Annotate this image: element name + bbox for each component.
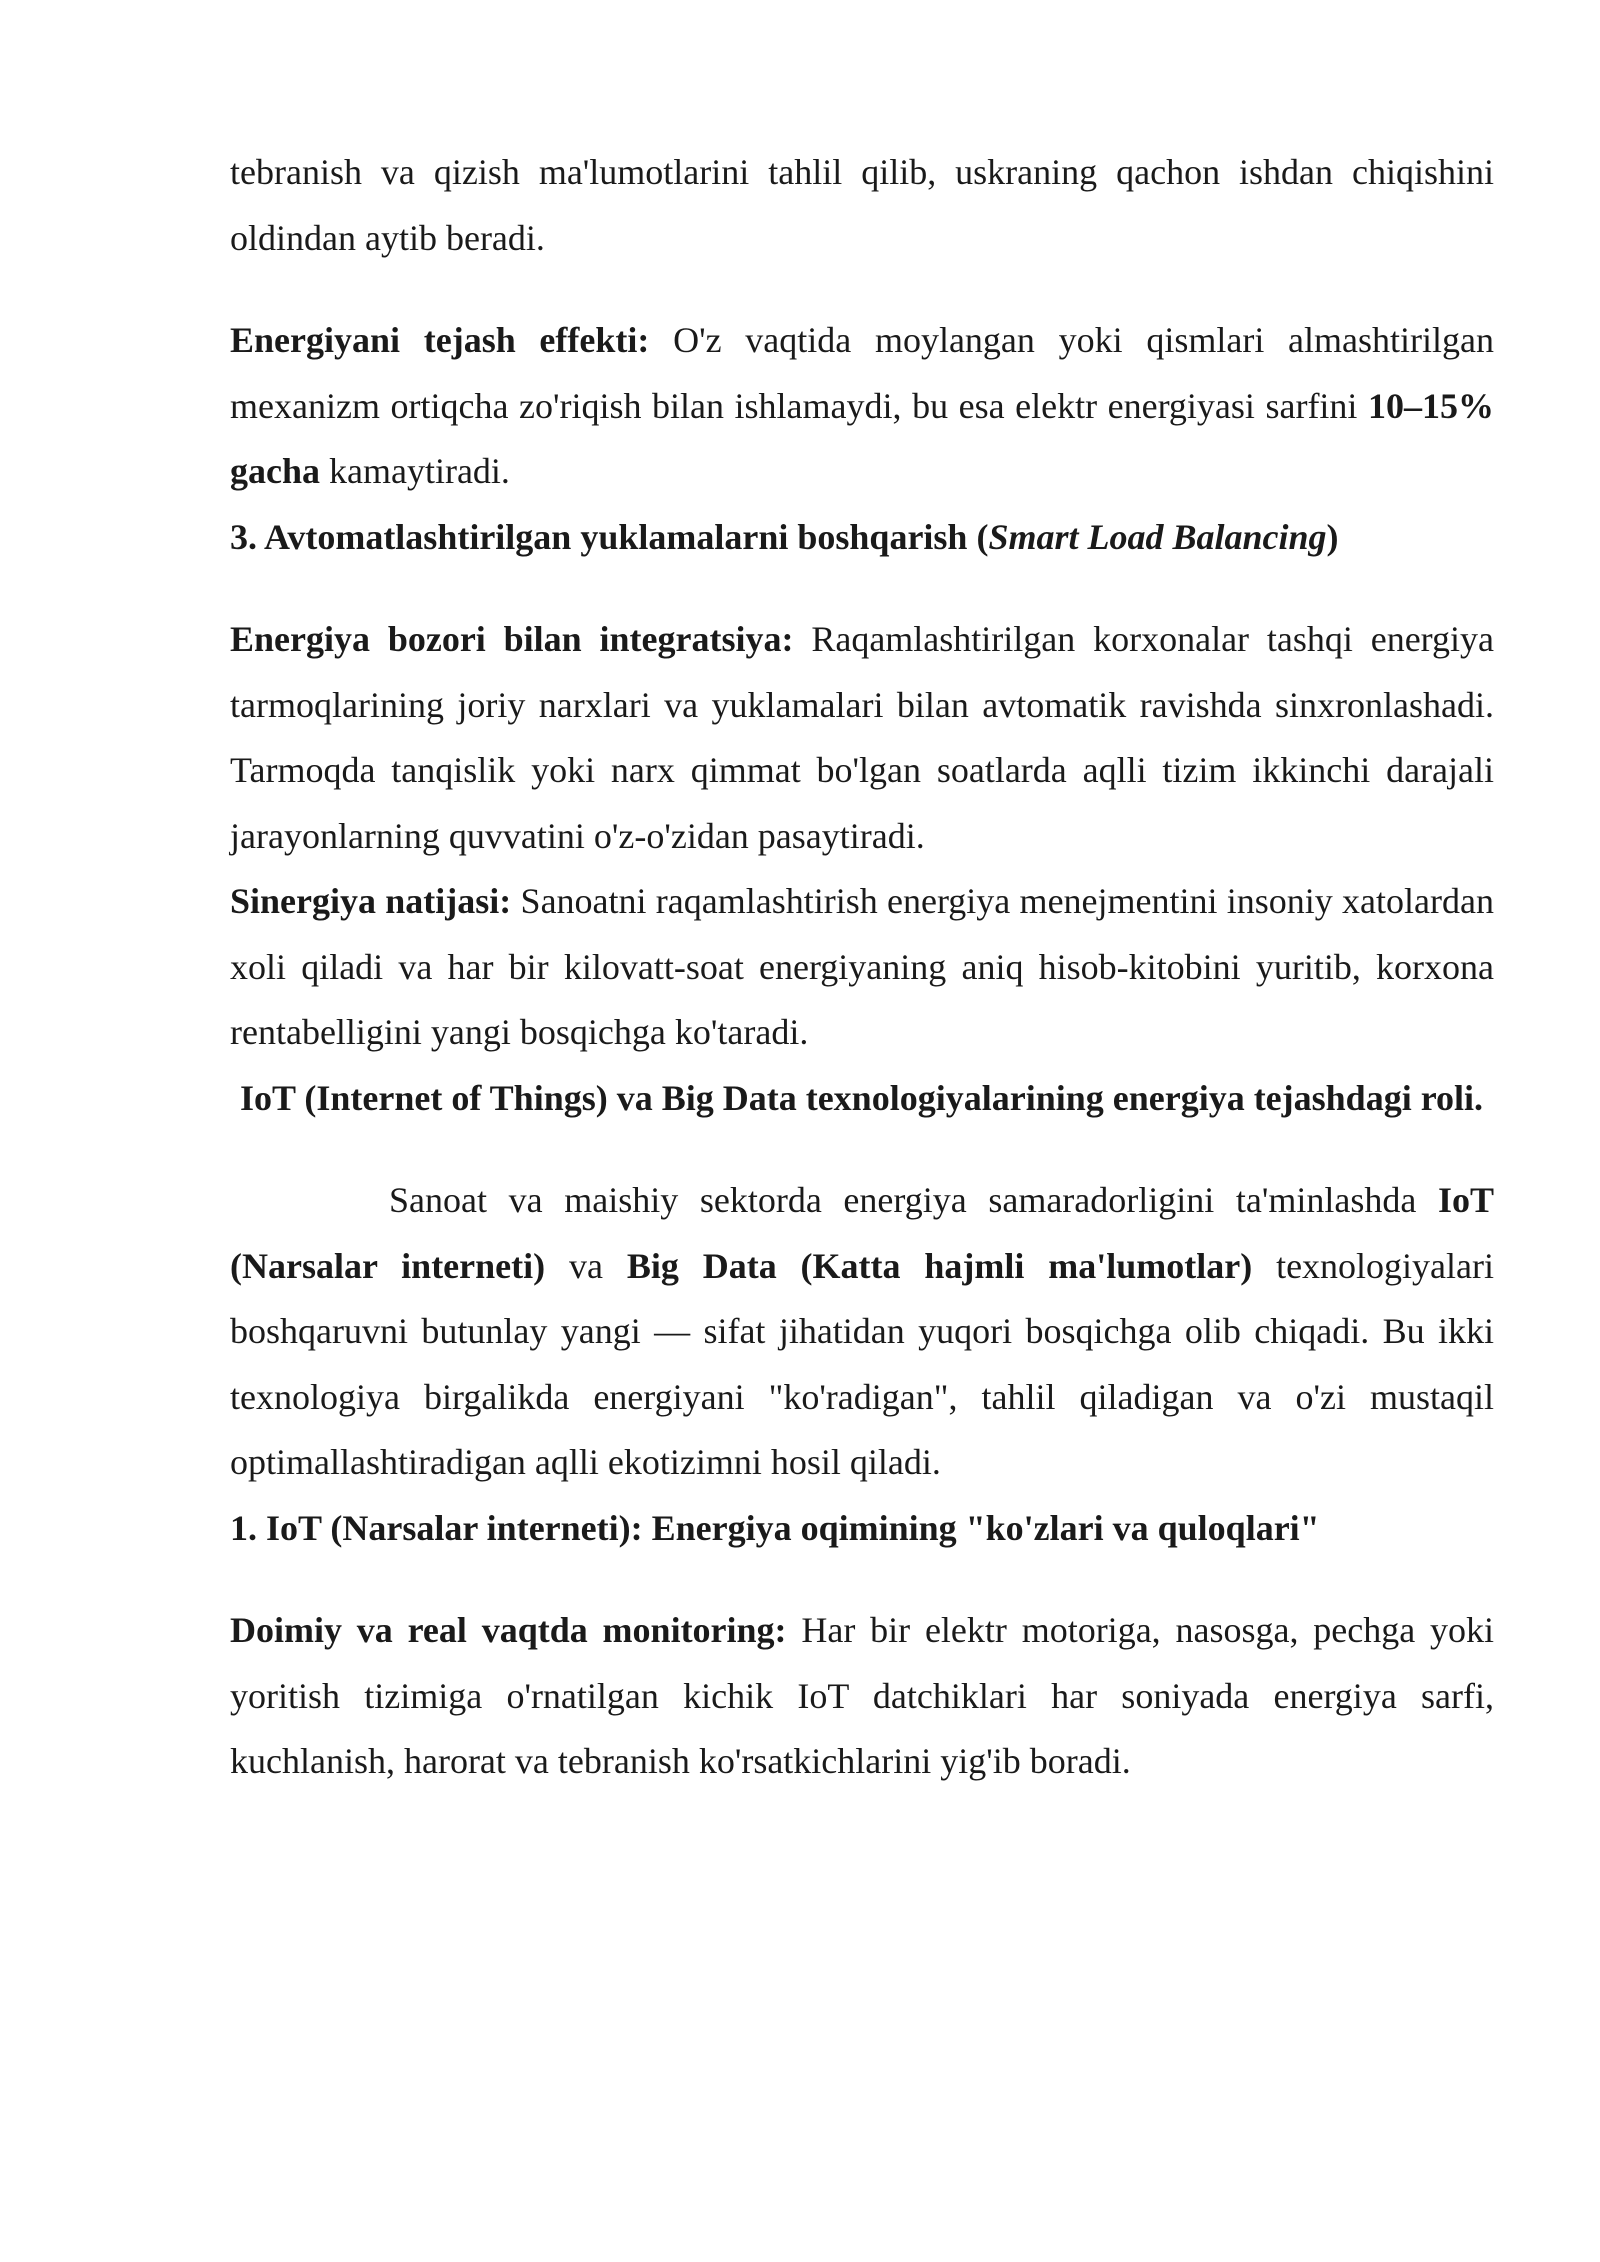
paragraph-text: Har bir elektr motoriga, nasosga, pechga yoki yoritish tizimiga o'rnatilgan kichik IoT datchiklari har soniyada energiya sarfi, kuchlanish, harorat va tebranish ko'rsatkichlarini yig'ib boradi. (230, 1610, 1495, 1781)
heading-text: 1. IoT (Narsalar interneti): Energiya oqimining "ko'zlari va quloqlari" (230, 1507, 1320, 1548)
paragraph-text: texnologiyalari boshqaruvni butunlay yangi — sifat jihatidan yuqori bosqichga olib chiqadi. Bu ikki texnologiya birgalikda energiyani "ko'radigan", tahlil qiladigan va o'zi mustaqil optimallashtiradigan aqlli ekotizimni hosil qiladi. (230, 1245, 1494, 1482)
section-heading-load-balancing (230, 505, 1494, 571)
paragraph-text: Sanoatni raqamlashtirish energiya menejmentini insoniy xatolardan xoli qiladi va har bir kilovatt-soat energiyaning aniq hisob-kitobini yuritib, korxona rentabelligini yangi bosqichga ko'taradi. (230, 881, 1494, 1052)
paragraph-label: Energiya bozori bilan integratsiya: (230, 619, 794, 659)
paragraph-label: Sinergiya natijasi: (230, 881, 512, 921)
term-big-data: Big Data (Katta hajmli ma'lumotlar) (626, 1245, 1253, 1286)
heading-italic: Smart Load Balancing (988, 516, 1327, 557)
paragraph-text: kamaytiradi. (320, 451, 510, 491)
term-iot: IoT (Narsalar interneti) (230, 1180, 1494, 1286)
paragraph-realtime-monitoring (230, 1598, 1494, 1795)
paragraph-synergy-result (230, 869, 1494, 1066)
paragraph-text: Raqamlashtirilgan korxonalar tashqi energiya tarmoqlarining joriy narxlari va yuklamalari bilan avtomatik ravishda sinxronlashadi. Tarmoqda tanqislik yoki narx qimmat bo'lgan soatlarda aqlli tizim ikkinchi darajali jarayonlarning quvvatini o'z-o'zidan pasaytiradi. (230, 619, 1494, 856)
paragraph-iot-bigdata-intro (230, 1168, 1494, 1496)
paragraph-market-integration (230, 607, 1494, 869)
paragraph-text: va (545, 1245, 627, 1286)
paragraph-label: Doimiy va real vaqtda monitoring: (230, 1610, 787, 1650)
heading-text: IoT (Internet of Things) va Big Data texnologiyalarining energiya tejashdagi roli. (240, 1077, 1484, 1118)
section-heading-iot-bigdata (230, 1066, 1494, 1132)
paragraph-text: Sanoat va maishiy sektorda energiya samaradorligini ta'minlashda (389, 1180, 1438, 1220)
section-heading-iot (230, 1496, 1494, 1562)
highlight-value: 10–15% gacha (230, 385, 1494, 491)
document-page (230, 140, 1494, 1795)
paragraph-text: O'z vaqtida moylangan yoki qismlari almashtirilgan mexanizm ortiqcha zo'riqish bilan ishlamaydi, bu esa elektr energiyasi sarfini (230, 320, 1494, 426)
paragraph-text: tebranish va qizish ma'lumotlarini tahlil qilib, uskraning qachon ishdan chiqishini oldindan aytib beradi. (230, 152, 1494, 258)
heading-text: 3. Avtomatlashtirilgan yuklamalarni boshqarish ( (230, 516, 989, 557)
paragraph-energy-saving-effect (230, 308, 1494, 505)
heading-close: ) (1326, 516, 1339, 557)
paragraph-vibration (230, 140, 1494, 271)
paragraph-label: Energiyani tejash effekti: (230, 320, 650, 360)
